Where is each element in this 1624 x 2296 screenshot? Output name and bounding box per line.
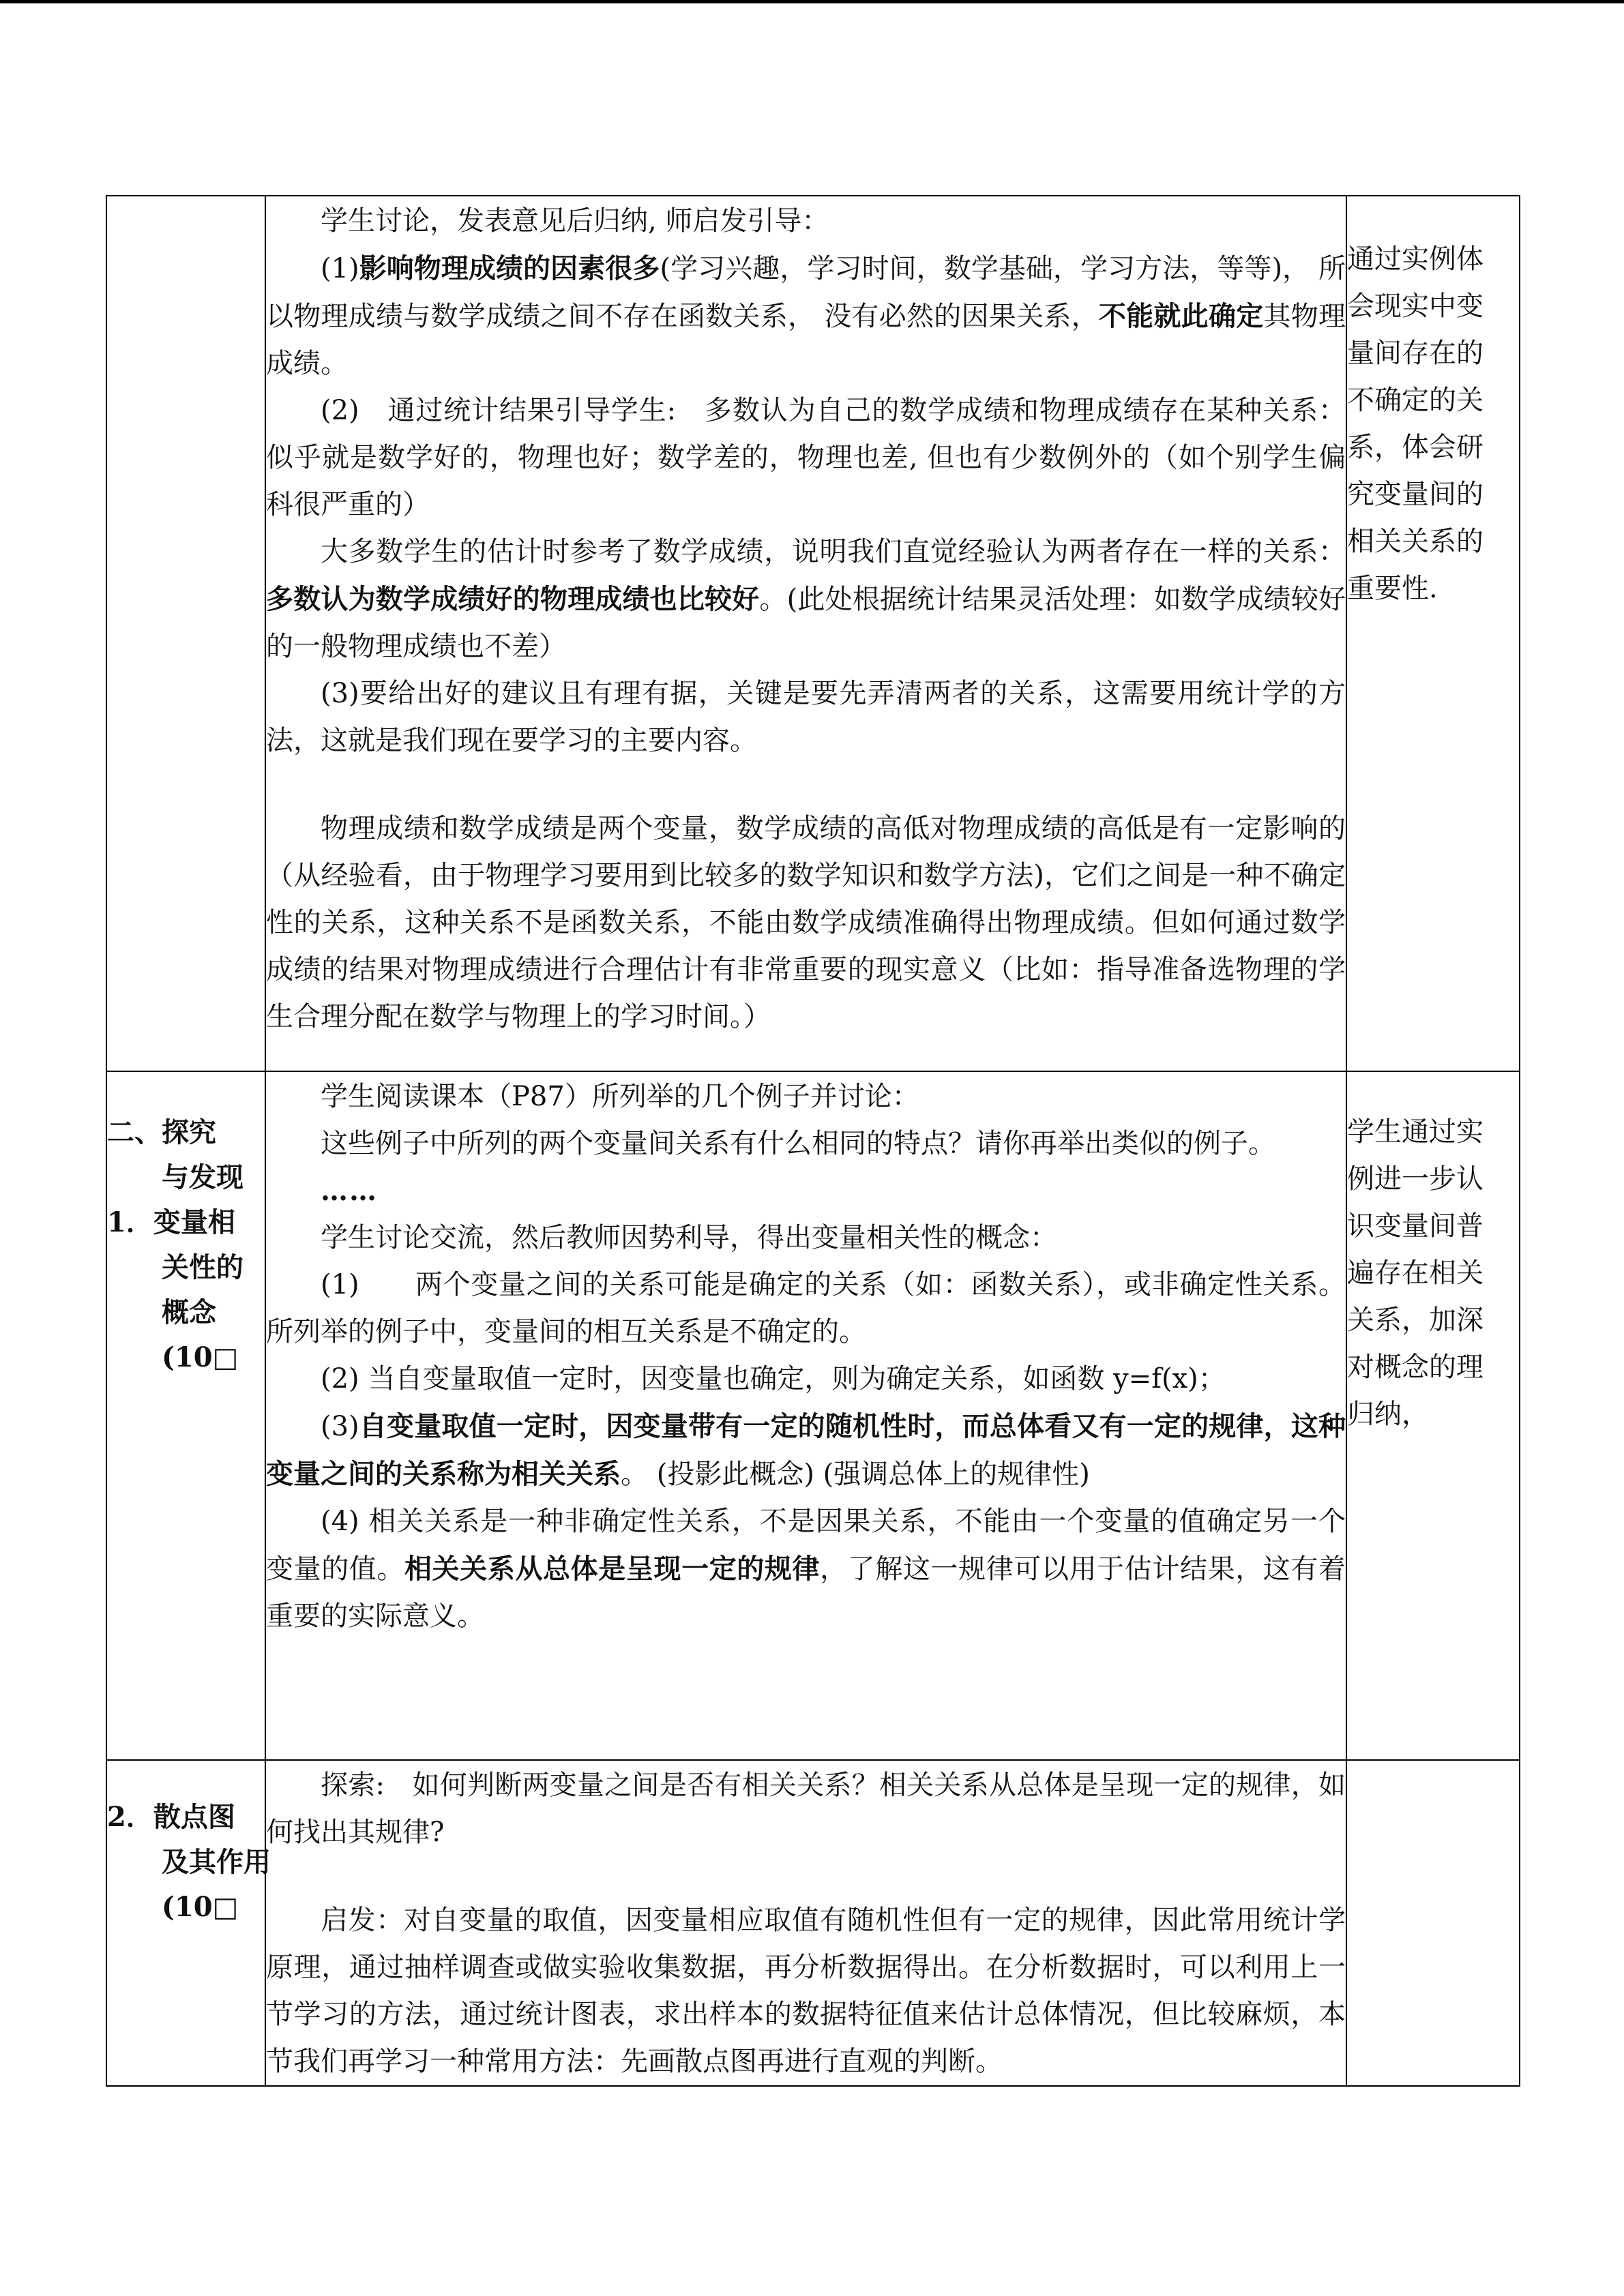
row2-p1: 学生阅读课本（P87）所列举的几个例子并讨论： — [321, 1081, 919, 1112]
row3-section-line: 2．散点图 — [107, 1801, 235, 1833]
row3-content-cell — [265, 1760, 1346, 2086]
row2-note-line: 识变量间普 — [1347, 1210, 1483, 1242]
row1-content-cell — [265, 196, 1346, 1071]
row2-p8: (4) 相关关系是一种非确定性关系，不是因果关系，不能由一个变量的值确定另一个变量的值。相关关系从总体是呈现一定的规律，了解这一规律可以用于估计结果，这有着重要的实际意义。 — [266, 1506, 1346, 1632]
table-row-scatter — [106, 1760, 1520, 2086]
row1-note-line: 通过实例体 — [1347, 243, 1483, 275]
row3-note-cell — [1346, 1760, 1520, 2086]
top-border-line — [0, 0, 1624, 3]
row2-note-line: 学生通过实 — [1347, 1116, 1483, 1148]
row1-note-line: 究变量间的 — [1347, 479, 1483, 510]
row3-p2: 启发：对自变量的取值，因变量相应取值有随机性但有一定的规律，因此常用统计学原理，通过抽样调查或做实验收集数据，再分析数据得出。在分析数据时，可以利用上一节学习的方法，通过统计图表，求出样本的数据特征值来估计总体情况，但比较麻烦，本节我们再学习一种常用方法：先画散点图再进行直观的判断。 — [266, 1905, 1346, 2077]
row2-section-line: (10□ — [107, 1341, 239, 1373]
row1-note-line: 相关关系的 — [1347, 526, 1483, 557]
row2-note-line: 遍存在相关 — [1347, 1257, 1483, 1289]
row1-note-cell — [1346, 196, 1520, 1071]
row1-note-line: 量间存在的 — [1347, 338, 1483, 369]
row1-blank-line — [266, 764, 1346, 805]
row2-section-line: 概念 — [107, 1296, 216, 1328]
row1-p4: 大多数学生的估计时参考了数学成绩，说明我们直觉经验认为两者存在一样的关系：多数认为数学成绩好的物理成绩也比较好。(此处根据统计结果灵活处理：如数学成绩较好的一般物理成绩也不差） — [266, 536, 1346, 662]
row3-section-line: 及其作用 — [107, 1846, 271, 1878]
row2-section-line: 与发现 — [107, 1161, 243, 1193]
row1-left-cell — [106, 196, 265, 1071]
row1-note-line: 系，体会研 — [1347, 432, 1483, 463]
row2-section-line: 1．变量相 — [107, 1206, 235, 1238]
row1-p1: 学生讨论，发表意见后归纳, 师启发引导： — [321, 205, 829, 237]
row2-note-line: 关系，加深 — [1347, 1304, 1483, 1336]
row2-ellipsis: …… — [321, 1175, 378, 1207]
row1-note-line: 会现实中变 — [1347, 290, 1483, 322]
row3-section-cell — [106, 1760, 271, 2086]
row2-section-line: 二、探究 — [107, 1116, 216, 1148]
row1-note-line: 不确定的关 — [1347, 385, 1483, 416]
row2-p2: 这些例子中所列的两个变量间关系有什么相同的特点？请你再举出类似的例子。 — [321, 1128, 1275, 1159]
row2-content-cell — [265, 1071, 1346, 1760]
row1-note-line: 重要性. — [1347, 573, 1438, 604]
row2-note-line: 归纳， — [1347, 1399, 1429, 1430]
row3-p1: 探索: 如何判断两变量之间是否有相关关系？相关关系从总体是呈现一定的规律，如何找出其规律? — [266, 1770, 1346, 1848]
row1-p2: (1)影响物理成绩的因素很多(学习兴趣，学习时间，数学基础，学习方法，等等)， 所以物理成绩与数学成绩之间不存在函数关系， 没有必然的因果关系，不能就此确定其物理成绩。 — [266, 252, 1346, 379]
row1-p5: (3)要给出好的建议且有理有据，关键是要先弄清两者的关系，这需要用统计学的方法，这就是我们现在要学习的主要内容。 — [266, 678, 1346, 756]
table-row-concept — [106, 1071, 1520, 1760]
row2-p5: (1) 两个变量之间的关系可能是确定的关系（如：函数关系），或非确定性关系。所列举的例子中，变量间的相互关系是不确定的。 — [266, 1269, 1346, 1347]
row3-blank-line — [266, 1856, 1346, 1897]
row2-note-cell — [1346, 1071, 1520, 1760]
row3-section-line: (10□ — [107, 1891, 239, 1923]
row2-p7: (3)自变量取值一定时，因变量带有一定的随机性时，而总体看又有一定的规律，这种变量之间的关系称为相关关系。 (投影此概念) (强调总体上的规律性) — [266, 1410, 1346, 1490]
row2-note-line: 例进一步认 — [1347, 1163, 1483, 1195]
row2-p6: (2) 当自变量取值一定时，因变量也确定，则为确定关系，如函数 y=f(x)； — [321, 1363, 1226, 1395]
lesson-plan-table — [106, 195, 1520, 2087]
row1-p3: (2) 通过统计结果引导学生: 多数认为自己的数学成绩和物理成绩存在某种关系：似乎就是数学好的，物理也好；数学差的，物理也差, 但也有少数例外的（如个别学生偏科很严重的） — [266, 395, 1346, 520]
row2-section-cell — [106, 1071, 265, 1760]
table-row-intro — [106, 196, 1520, 1071]
row2-note-line: 对概念的理 — [1347, 1352, 1483, 1383]
row2-section-line: 关性的 — [107, 1251, 243, 1283]
row2-p4: 学生讨论交流，然后教师因势利导，得出变量相关性的概念： — [321, 1222, 1057, 1253]
row1-p6: 物理成绩和数学成绩是两个变量，数学成绩的高低对物理成绩的高低是有一定影响的（从经验看，由于物理学习要用到比较多的数学知识和数学方法)，它们之间是一种不确定性的关系，这种关系不是函数关系，不能由数学成绩准确得出物理成绩。但如何通过数学成绩的结果对物理成绩进行合理估计有非常重要的现实意义（比如：指导准备选物理的学生合理分配在数学与物理上的学习时间。） — [266, 813, 1346, 1032]
